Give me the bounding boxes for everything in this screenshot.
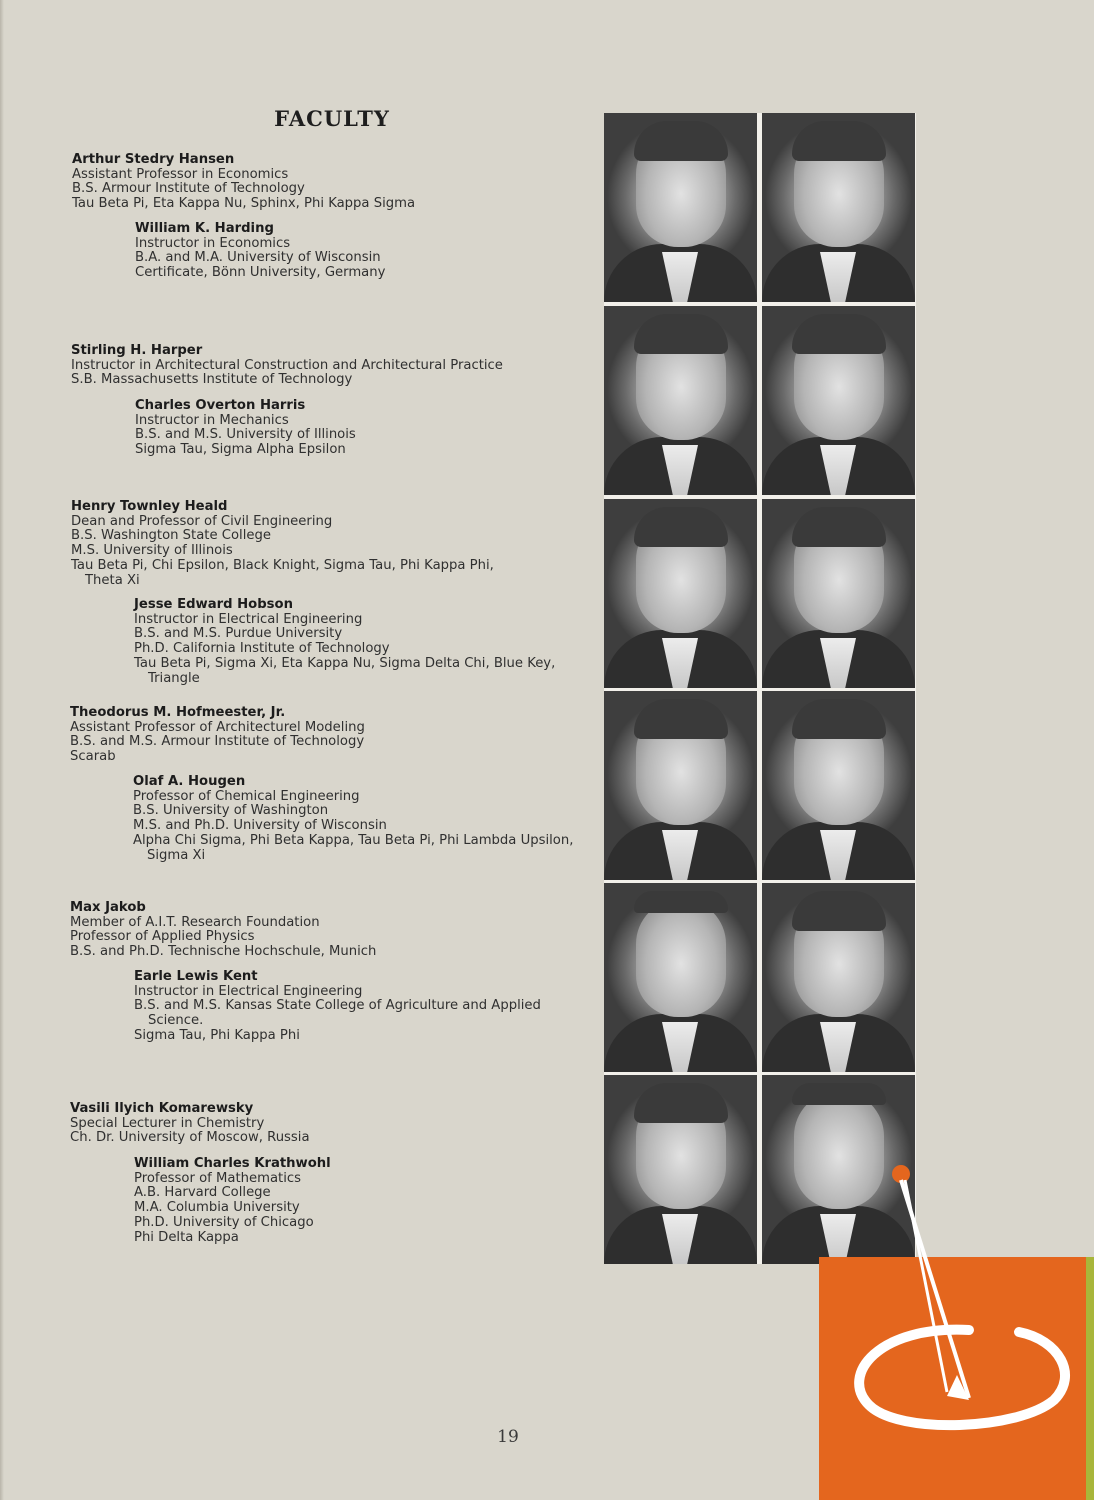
faculty-detail: Instructor in Electrical Engineering <box>134 611 363 627</box>
faculty-detail: Triangle <box>148 670 200 686</box>
portrait-photo <box>604 306 757 495</box>
faculty-detail: Professor of Chemical Engineering <box>133 788 360 804</box>
faculty-name: Henry Townley Heald <box>71 499 228 514</box>
faculty-detail: Theta Xi <box>85 572 140 588</box>
faculty-detail: Phi Delta Kappa <box>134 1229 239 1245</box>
faculty-name: Charles Overton Harris <box>135 398 306 413</box>
faculty-name: Max Jakob <box>70 900 146 915</box>
faculty-entry <box>135 222 385 281</box>
faculty-detail: Scarab <box>70 749 116 765</box>
faculty-detail: S.B. Massachusetts Institute of Technology <box>71 372 353 388</box>
page-number: 19 <box>497 1427 519 1447</box>
faculty-entry <box>134 1157 331 1245</box>
faculty-name: William K. Harding <box>135 221 274 236</box>
faculty-name: Stirling H. Harper <box>71 343 203 358</box>
faculty-name: Arthur Stedry Hansen <box>72 152 235 167</box>
faculty-detail: Tau Beta Pi, Sigma Xi, Eta Kappa Nu, Sigma Delta Chi, Blue Key, <box>134 655 556 671</box>
faculty-detail: Alpha Chi Sigma, Phi Beta Kappa, Tau Beta Pi, Phi Lambda Upsilon, <box>133 832 574 848</box>
faculty-detail: M.S. and Ph.D. University of Wisconsin <box>133 818 387 834</box>
faculty-detail: Assistant Professor in Economics <box>72 166 289 182</box>
faculty-entry <box>134 970 541 1044</box>
faculty-detail: B.S. and M.S. Kansas State College of Agriculture and Applied <box>134 998 541 1014</box>
faculty-detail: Sigma Xi <box>147 847 206 863</box>
faculty-name: Vasili Ilyich Komarewsky <box>70 1101 254 1116</box>
portrait-photo <box>604 883 757 1072</box>
faculty-name: Theodorus M. Hofmeester, Jr. <box>70 705 286 720</box>
portrait-photo <box>762 306 915 495</box>
faculty-detail: B.S. and M.S. University of Illinois <box>135 427 356 443</box>
faculty-detail: B.S. and Ph.D. Technische Hochschule, Munich <box>70 944 377 960</box>
faculty-name: Earle Lewis Kent <box>134 969 258 984</box>
faculty-detail: B.S. Armour Institute of Technology <box>72 181 305 197</box>
faculty-entry <box>70 706 365 765</box>
faculty-detail: M.S. University of Illinois <box>71 543 233 559</box>
faculty-detail: Professor of Applied Physics <box>70 929 255 945</box>
portrait-photo <box>762 691 915 880</box>
faculty-detail: Special Lecturer in Chemistry <box>70 1115 265 1131</box>
faculty-entry <box>133 775 573 863</box>
faculty-detail: Ph.D. University of Chicago <box>134 1214 314 1230</box>
faculty-entry <box>70 1102 310 1146</box>
faculty-entry <box>70 901 376 960</box>
faculty-detail: Professor of Mathematics <box>134 1170 301 1186</box>
faculty-entry <box>71 344 503 388</box>
faculty-entry <box>71 500 494 588</box>
faculty-detail: Certificate, Bönn University, Germany <box>135 265 386 281</box>
compass-logo-icon <box>819 1160 1086 1460</box>
portrait-photo <box>604 1075 757 1264</box>
faculty-entry <box>135 399 356 458</box>
faculty-detail: Instructor in Mechanics <box>135 412 289 428</box>
portrait-photo <box>762 113 915 302</box>
portrait-photo <box>604 691 757 880</box>
portrait-photo <box>604 113 757 302</box>
faculty-detail: B.S. Washington State College <box>71 528 271 544</box>
page-binding-edge <box>0 0 4 1500</box>
faculty-detail: B.S. University of Washington <box>133 803 329 819</box>
faculty-detail: M.A. Columbia University <box>134 1200 300 1216</box>
decorative-edge-stripe <box>1086 1257 1094 1500</box>
faculty-detail: Instructor in Electrical Engineering <box>134 983 363 999</box>
faculty-entry <box>72 153 415 212</box>
faculty-detail: Member of A.I.T. Research Foundation <box>70 914 320 930</box>
faculty-detail: B.A. and M.A. University of Wisconsin <box>135 250 381 266</box>
faculty-detail: Dean and Professor of Civil Engineering <box>71 513 333 529</box>
faculty-detail: Assistant Professor of Architecturel Modeling <box>70 719 365 735</box>
portrait-grid <box>604 113 916 1264</box>
faculty-detail: Instructor in Economics <box>135 235 291 251</box>
faculty-detail: B.S. and M.S. Purdue University <box>134 626 343 642</box>
faculty-detail: B.S. and M.S. Armour Institute of Technology <box>70 734 365 750</box>
faculty-detail: Ch. Dr. University of Moscow, Russia <box>70 1130 310 1146</box>
faculty-name: William Charles Krathwohl <box>134 1156 331 1171</box>
portrait-photo <box>762 499 915 688</box>
faculty-detail: Tau Beta Pi, Eta Kappa Nu, Sphinx, Phi Kappa Sigma <box>72 196 416 212</box>
portrait-photo <box>604 499 757 688</box>
faculty-detail: Sigma Tau, Sigma Alpha Epsilon <box>135 442 346 458</box>
faculty-detail: Science. <box>148 1013 204 1029</box>
faculty-name: Olaf A. Hougen <box>133 774 246 789</box>
portrait-photo <box>762 883 915 1072</box>
page-title: FACULTY <box>274 106 390 131</box>
faculty-detail: A.B. Harvard College <box>134 1185 271 1201</box>
faculty-entry <box>134 598 555 686</box>
faculty-detail: Tau Beta Pi, Chi Epsilon, Black Knight, Sigma Tau, Phi Kappa Phi, <box>71 557 494 573</box>
faculty-detail: Sigma Tau, Phi Kappa Phi <box>134 1027 300 1043</box>
faculty-detail: Ph.D. California Institute of Technology <box>134 641 390 657</box>
faculty-name: Jesse Edward Hobson <box>134 597 293 612</box>
faculty-detail: Instructor in Architectural Construction and Architectural Practice <box>71 357 503 373</box>
